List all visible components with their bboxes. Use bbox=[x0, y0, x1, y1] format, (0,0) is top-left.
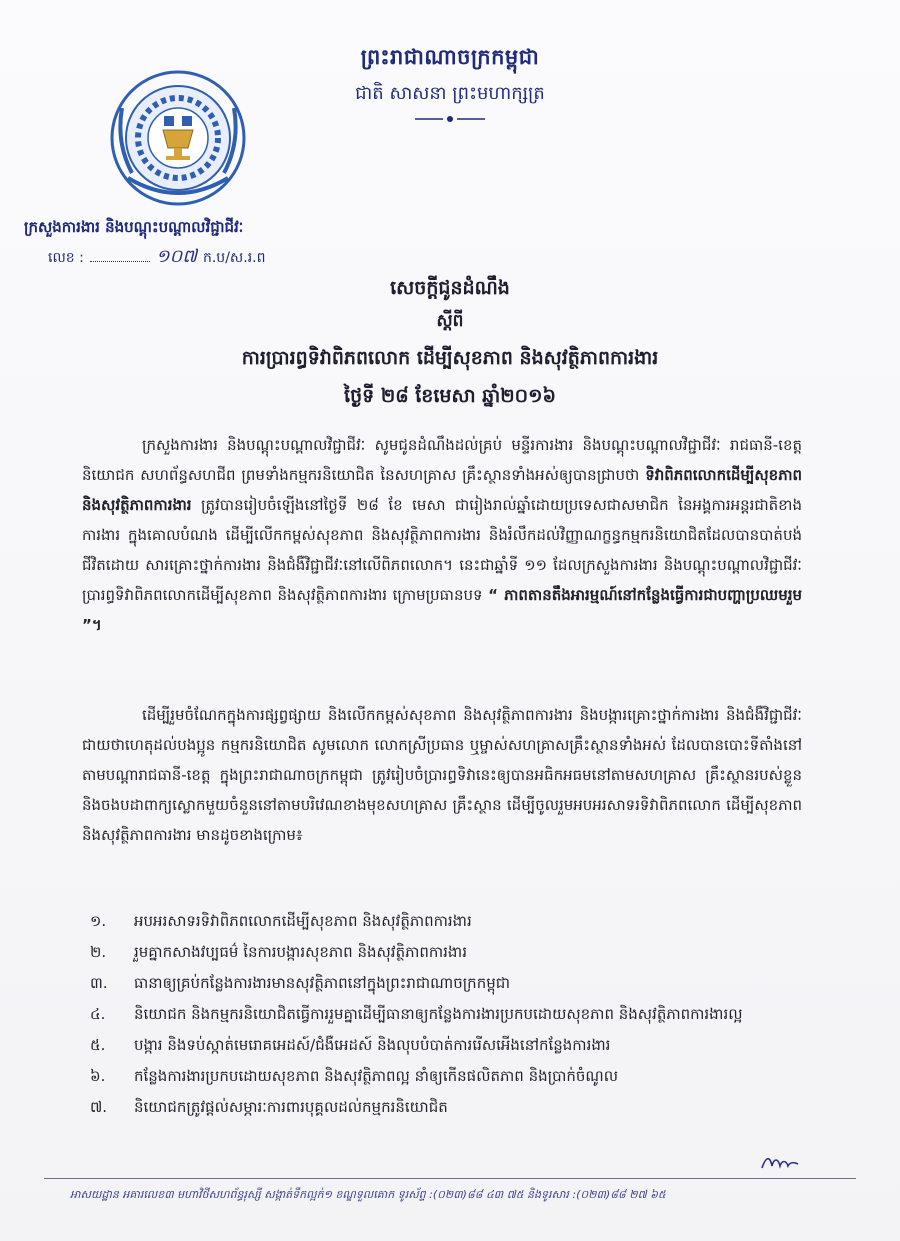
list-number: ១. bbox=[90, 912, 107, 930]
p1-theme: “ ភាពតានតឹងអារម្មណ៍នៅកន្លែងធ្វើការជាបញ្ហាប្រឈមរួម ”។ bbox=[82, 586, 802, 634]
body-paragraph-2: ដើម្បីរួមចំណែកក្នុងការផ្សព្វផ្សាយ និងលើកកម្ពស់សុខភាព និងសុវត្ថិភាពការងារ និងបង្ការគ្រោះថ្នាក់ការងារ និងជំងឺវិជ្ជាជីវៈជាយថាហេតុដល់បងប្អូន កម្មករនិយោជិត សូមលោក លោកស្រីប្រធាន ឬម្ចាស់សហគ្រាសគ្រឹះស្ថានទាំងអស់ ដែលបានបោះទីតាំងនៅតាមបណ្តារាជធានី-ខេត្ត ក្នុងព្រះរាជាណាចក្រកម្ពុជា ត្រូវរៀបចំប្រារព្ធទិវានេះឲ្យបានអធិកអធមនៅតាមសហគ្រាស គ្រឹះស្ថានរបស់ខ្លួន និងចងបដាពាក្យស្លោកមួយចំនួននៅតាមបរិវេណខាងមុខសហគ្រាស គ្រឹះស្ថាន ដើម្បីចូលរួមអបអរសាទរទិវាពិភពលោក ដើម្បីសុខភាព និងសុវត្ថិភាពការងារ មានដូចខាងក្រោម៖ bbox=[82, 706, 802, 844]
list-number: ៤. bbox=[90, 1005, 106, 1023]
list-text: និយោជកត្រូវផ្តល់សម្ភារៈការពារបុគ្គលដល់កម្មករនិយោជិត bbox=[134, 1098, 448, 1116]
notice-date: ថ្ងៃទី ២៨ ខែមេសា ឆ្នាំ២០១៦ bbox=[344, 385, 556, 407]
p1-text-a: ក្រសួងការងារ និងបណ្តុះបណ្តាលវិជ្ជាជីវៈ សូមជូនដំណឹងដល់គ្រប់ មន្ទីរការងារ និងបណ្តុះបណ្តាលវិជ្ជាជីវៈ រាជធានី-ខេត្ត និយោជក សហព័ន្ធសហជីព ព្រមទាំងកម្មករនិយោជិត នៃសហគ្រាស គ្រឹះស្ថានទាំងអស់ឲ្យបានជ្រាបថា bbox=[82, 436, 802, 484]
list-text: រួមគ្នាកសាងវប្បធម៌ នៃការបង្ការសុខភាព និងសុវត្ថិភាពការងារ bbox=[134, 943, 467, 961]
list-item bbox=[90, 906, 800, 937]
ref-label: លេខ : bbox=[48, 250, 84, 266]
body-paragraph-1 bbox=[82, 430, 802, 640]
ref-suffix: ក.ប/ស.រ.ព bbox=[202, 250, 266, 266]
initials-signature-icon bbox=[760, 1150, 800, 1174]
issuing-ministry: ក្រសួងការងារ និងបណ្តុះបណ្តាលវិជ្ជាជីវៈ bbox=[24, 218, 244, 236]
list-number: ៣. bbox=[90, 974, 108, 992]
kingdom-title: ព្រះរាជាណាចក្រកម្ពុជា bbox=[360, 45, 540, 69]
ref-dots bbox=[90, 261, 150, 262]
list-text: កន្លែងការងារប្រកបដោយសុខភាព និងសុវត្ថិភាពល្អ នាំឲ្យកើនផលិតភាព និងប្រាក់ចំណូល bbox=[134, 1067, 619, 1085]
footer-divider bbox=[44, 1178, 856, 1179]
list-text: អបអរសាទរទិវាពិភពលោកដើម្បីសុខភាព និងសុវត្ថិភាពការងារ bbox=[134, 912, 472, 930]
list-text: និយោជក និងកម្មករនិយោជិតធ្វើការរួមគ្នាដើម្បីធានាឲ្យកន្លែងការងារប្រកបដោយសុខភាព និងសុវត្ថិភាពការងារល្អ bbox=[134, 1005, 743, 1023]
list-item bbox=[90, 1030, 800, 1061]
list-number: ២. bbox=[90, 943, 107, 961]
kingdom-header bbox=[320, 44, 580, 128]
ornament-divider-icon bbox=[415, 114, 485, 124]
list-item bbox=[90, 999, 800, 1030]
notice-title: សេចក្តីជូនដំណឹង bbox=[390, 277, 510, 299]
notice-subject: ការប្រារព្ធទិវាពិភពលោក ដើម្បីសុខភាព និងសុវត្ថិភាពការងារ bbox=[241, 347, 659, 369]
p1-event-name: ទិវាពិភពលោកដើម្បីសុខភាព និងសុវត្ថិភាពការងារ bbox=[82, 466, 802, 514]
list-text: បង្ការ និងទប់ស្កាត់មេរោគអេដស៍/ជំងឺអេដស៍ និងលុបបំបាត់ការរើសអើងនៅកន្លែងការងារ bbox=[134, 1036, 611, 1054]
footer-address: អាសយដ្ឋាន អគារលេខ៣ មហាវិថីសហព័ន្ធរុស្សី សង្កាត់ទឹកល្អក់១ ខណ្ឌទួលគោក ទូរស័ព្ទ :(០២៣)៨៨ ៤៣ ៧៥ និងទូរសារ :(០២៣)៨៨ ២៧ ៦៥ bbox=[70, 1188, 666, 1201]
ministry-logo-icon bbox=[108, 68, 248, 208]
list-number: ៧. bbox=[90, 1098, 108, 1116]
slogan-list bbox=[90, 906, 800, 1123]
list-item bbox=[90, 1092, 800, 1123]
list-text: ធានាឲ្យគ្រប់កន្លែងការងារមានសុវត្ថិភាពនៅក្នុងព្រះរាជាណាចក្រកម្ពុជា bbox=[134, 974, 511, 992]
ref-number: ១០៧ bbox=[155, 246, 197, 267]
list-number: ៥. bbox=[90, 1036, 106, 1054]
notice-subject-label: ស្តីពី bbox=[436, 311, 464, 331]
list-item bbox=[90, 1061, 800, 1092]
list-item bbox=[90, 968, 800, 999]
p1-text-c: ត្រូវបានរៀបចំឡើងនៅថ្ងៃទី ២៨ ខែ មេសា ជារៀងរាល់ឆ្នាំដោយប្រទេសជាសមាជិក នៃអង្គការអន្តរជាតិខាងការងារ ក្នុងគោលបំណង ដើម្បីលើកកម្ពស់សុខភាព និងសុវត្ថិភាពការងារ និងរំលឹកដល់វិញ្ញាណក្ខន្ធកម្មករនិយោជិតដែលបានបាត់បង់ជីវិតដោយ សារគ្រោះថ្នាក់ការងារ និងជំងឺវិជ្ជាជីវៈនៅលើពិភពលោក។ នេះជាឆ្នាំទី ១១ ដែលក្រសួងការងារ និងបណ្តុះបណ្តាលវិជ្ជាជីវៈ ប្រារព្ធទិវាពិភពលោកដើម្បីសុខភាព និងសុវត្ថិភាពការងារ ក្រោមប្រធានបទ bbox=[82, 496, 802, 604]
list-item bbox=[90, 937, 800, 968]
reference-number bbox=[48, 244, 388, 271]
national-motto: ជាតិ សាសនា ព្រះមហាក្សត្រ bbox=[355, 83, 545, 104]
list-number: ៦. bbox=[90, 1067, 106, 1085]
